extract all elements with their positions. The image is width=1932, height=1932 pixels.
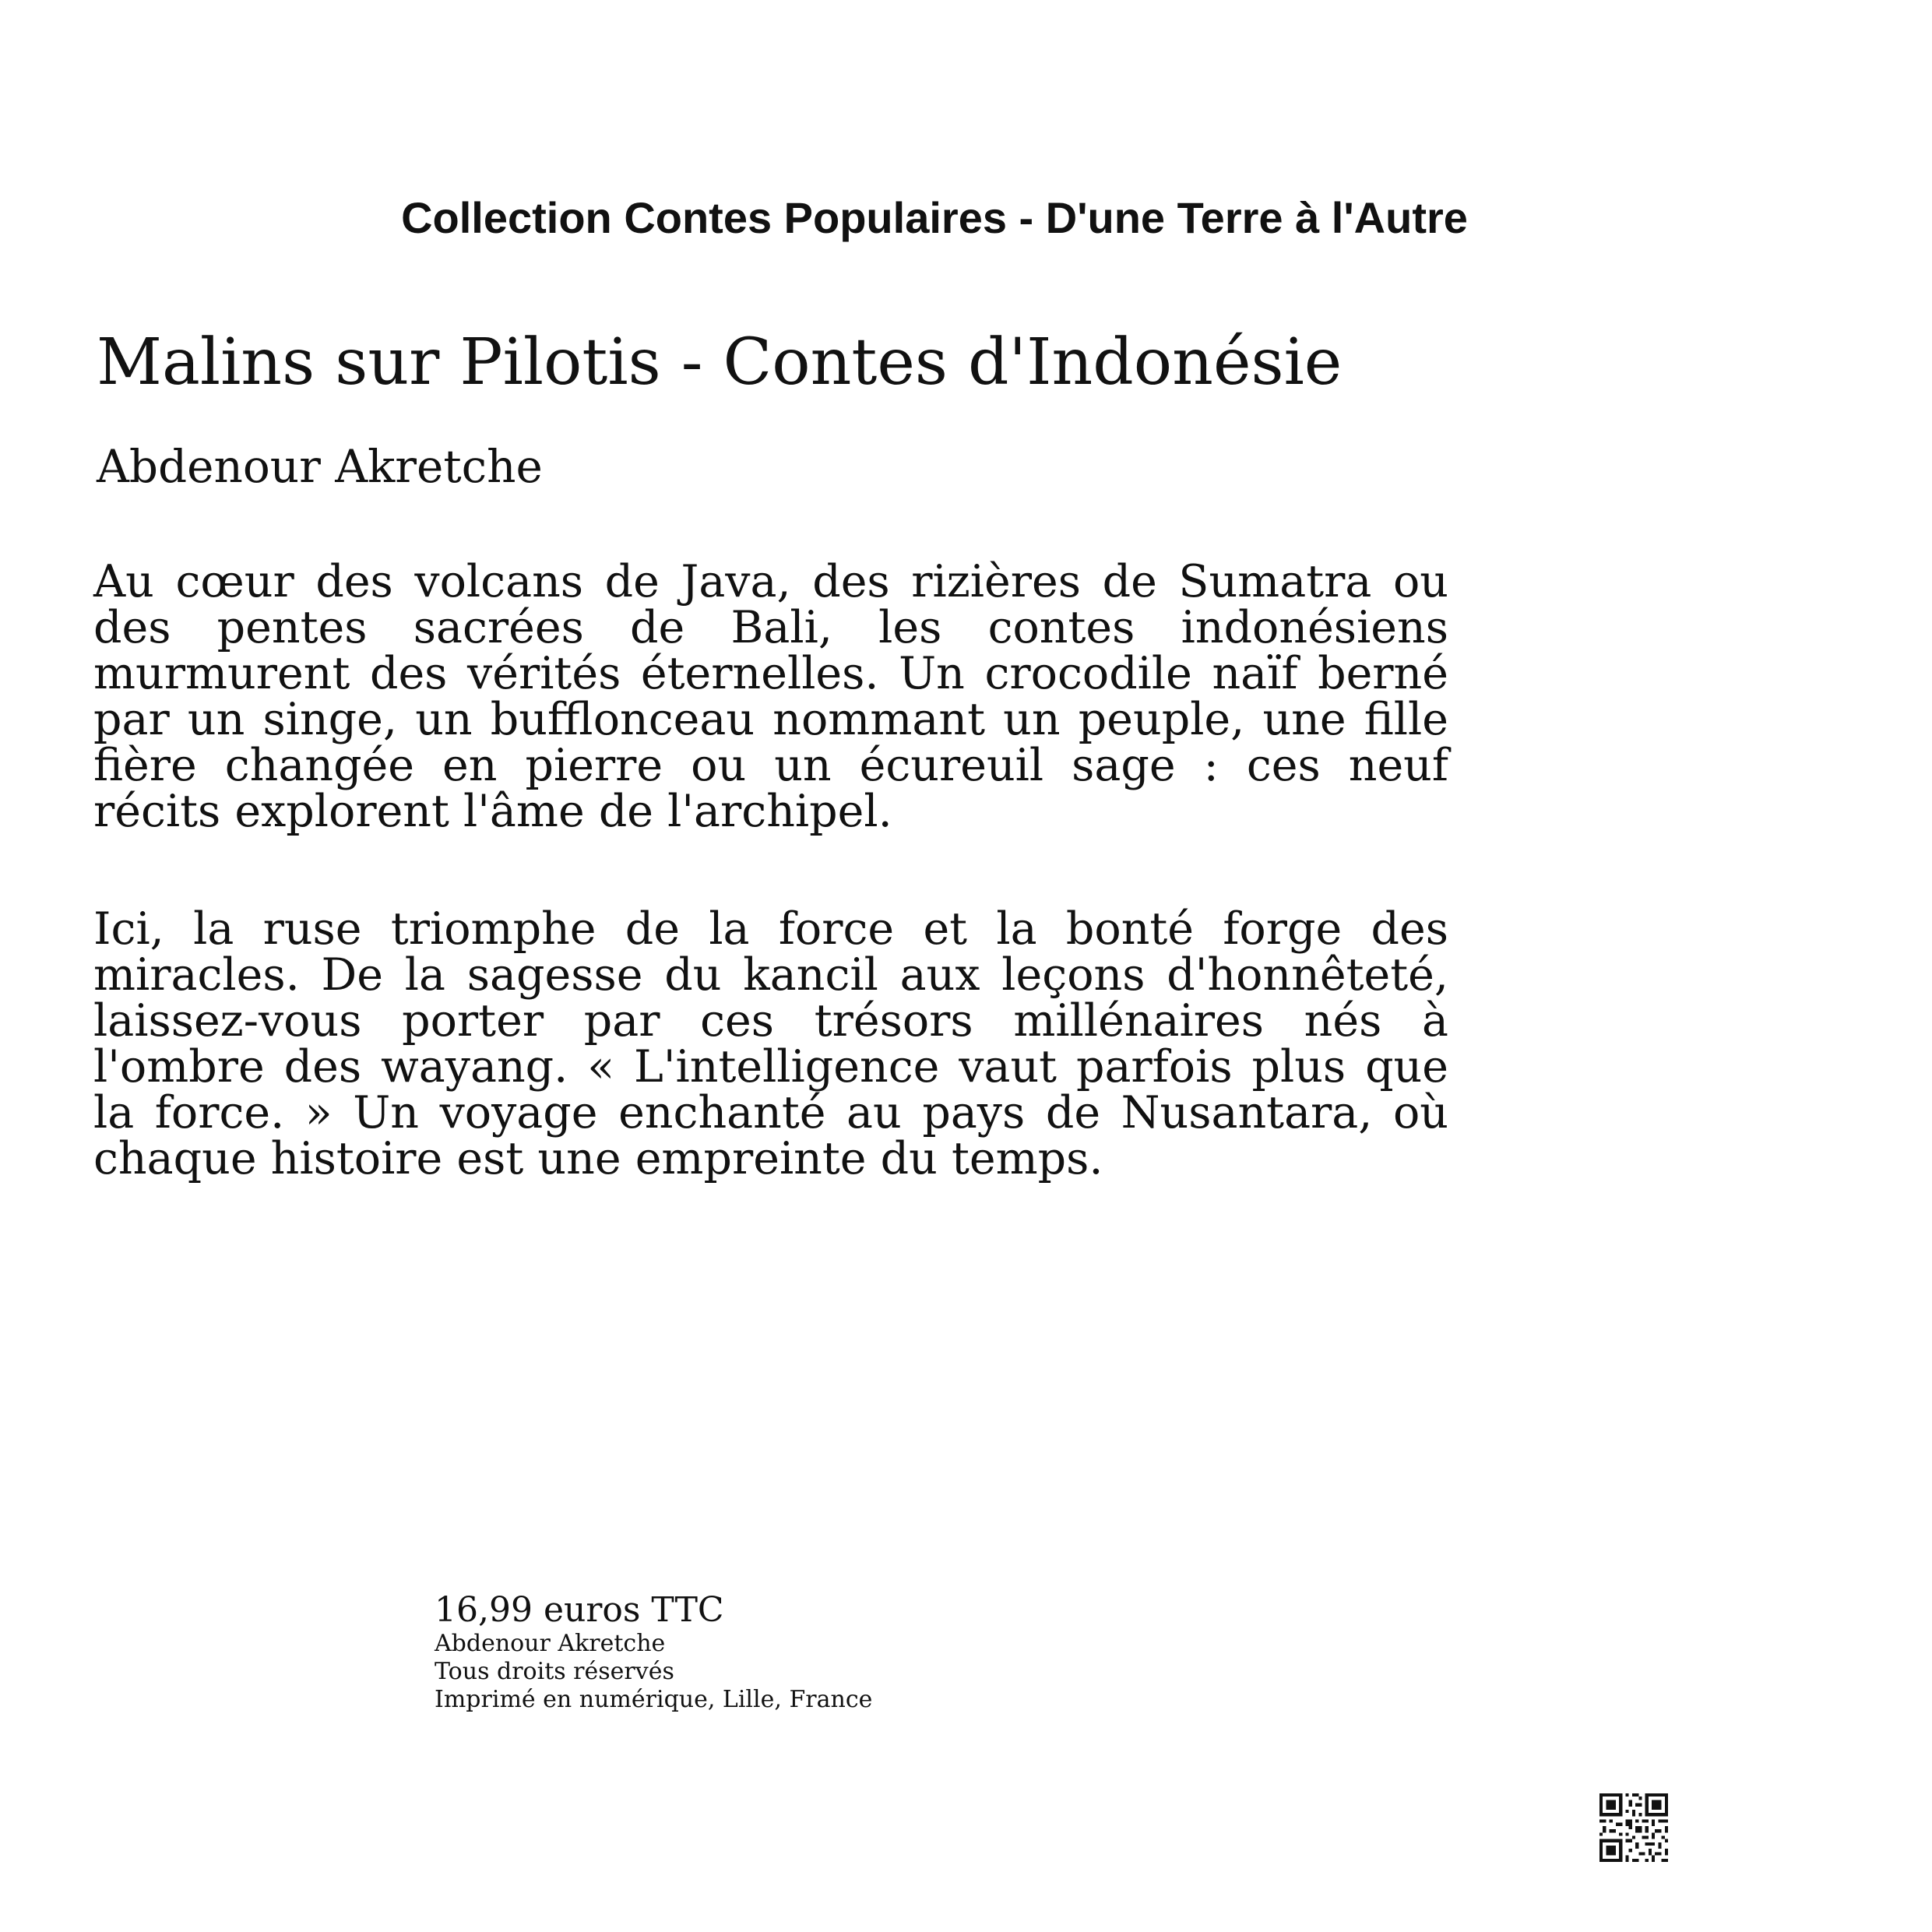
book-author: Abdenour Akretche xyxy=(97,440,543,493)
colophon-author: Abdenour Akretche xyxy=(435,1630,666,1657)
blurb-paragraph-1: Au cœur des volcans de Java, des rizières de Sumatra ou des pentes sacrées de Bali, les contes indonésiens murmurent des vérités éternelles. Un crocodile naïf berné par un singe, un bufflonceau nommant un peuple, une fille fière changée en pierre ou un écureuil sage : ces neuf récits explorent l'âme de l'archipel. xyxy=(93,556,1448,837)
price: 16,99 euros TTC xyxy=(435,1590,724,1630)
blurb-paragraph-2: Ici, la ruse triomphe de la force et la bonté forge des miracles. De la sagesse du kancil aux leçons d'honnêteté, laissez-vous porter par ces trésors millénaires nés à l'ombre des wayang. « L'intelligence vaut parfois plus que la force. » Un voyage enchanté au pays de Nusantara, où chaque histoire est une empreinte du temps. xyxy=(93,903,1448,1184)
qr-code-icon xyxy=(1599,1793,1668,1862)
printing-info: Imprimé en numérique, Lille, France xyxy=(435,1686,873,1713)
colophon xyxy=(435,1591,872,1714)
rights-notice: Tous droits réservés xyxy=(435,1658,674,1685)
back-cover-blurb xyxy=(93,556,1448,1254)
collection-title: Collection Contes Populaires - D'une Terre à l'Autre xyxy=(401,193,1468,242)
book-title: Malins sur Pilotis - Contes d'Indonésie xyxy=(97,326,1343,399)
